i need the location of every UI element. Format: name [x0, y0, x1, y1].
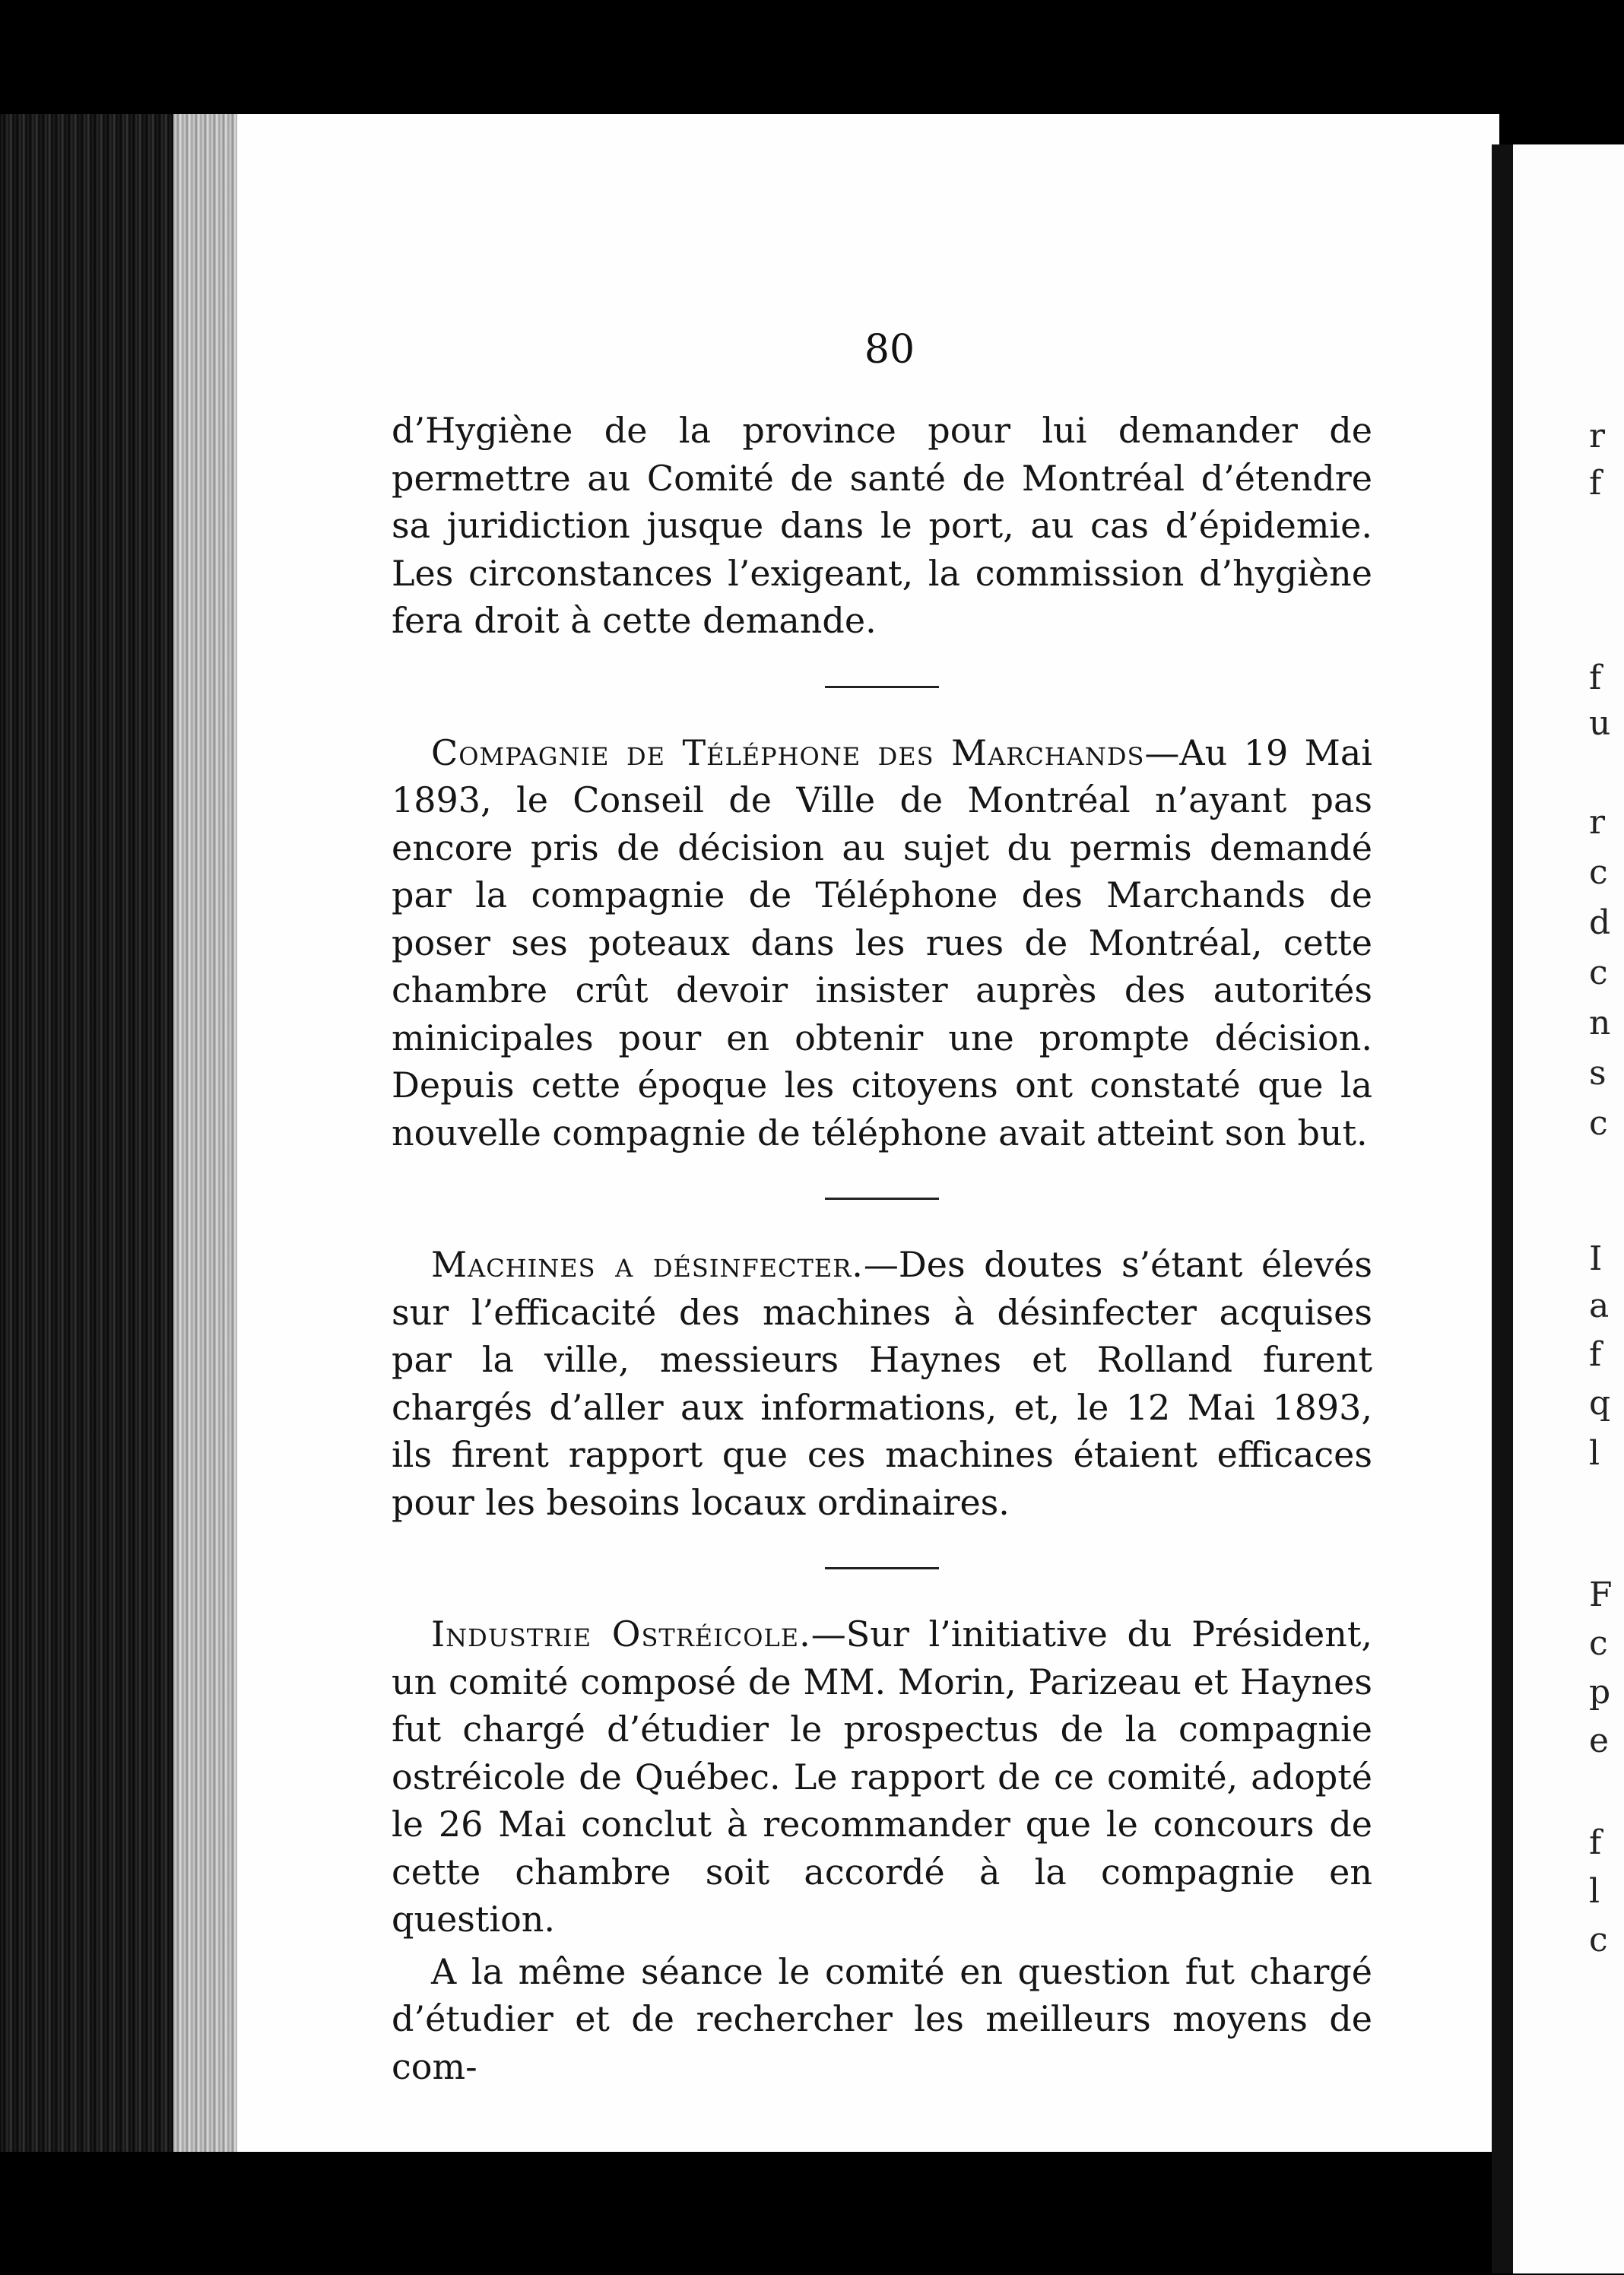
section-text: —Des doutes s’étant élevés sur l’efficacité des machines à désinfecter acquises par la ville, messieurs Haynes et Rolland furent chargés d’aller aux informations, et, le 12 Mai 1893, ils firent rapport que ces machines étaient efficaces pour les besoins locaux ordinaires.: [392, 1244, 1373, 1523]
section-divider: [825, 686, 939, 688]
facing-letter: F: [1589, 1575, 1613, 1614]
section-heading: Compagnie de Téléphone des Marchands: [431, 731, 1145, 773]
facing-letter: f: [1589, 1335, 1602, 1374]
paragraph-ostreicole: [392, 1610, 1372, 1943]
facing-letter: f: [1589, 658, 1602, 697]
section-divider: [825, 1198, 939, 1200]
paragraph-hygiene: d’Hygiène de la province pour lui demander de permettre au Comité de santé de Montréal d’étendre sa juridiction jusque dans le port, au cas d’épidemie. Les circonstances l’exigeant, la commission d’hygiène fera droit à cette demande.: [392, 410, 1372, 641]
facing-letter: c: [1589, 1104, 1608, 1143]
facing-letter: f: [1589, 1823, 1602, 1862]
paragraph-machines: [392, 1241, 1372, 1526]
facing-letter: r: [1589, 803, 1606, 842]
section-text: —Sur l’initiative du Président, un comité composé de MM. Morin, Parizeau et Haynes fut chargé d’étudier le prospectus de la compagnie ostréicole de Québec. Le rapport de ce comité, adopté le 26 Mai conclut à recommander que le concours de cette chambre soit accordé à la compagnie en question.: [392, 1613, 1372, 1940]
facing-letter: r: [1589, 417, 1606, 455]
facing-letter: n: [1589, 1004, 1611, 1042]
facing-letter: l: [1589, 1872, 1600, 1911]
facing-letter: l: [1589, 1434, 1600, 1473]
section-heading: Machines a désinfecter.: [431, 1244, 864, 1285]
section-heading: Industrie Ostréicole.: [431, 1613, 811, 1655]
facing-letter: a: [1589, 1287, 1610, 1325]
facing-letter: u: [1589, 704, 1611, 743]
facing-letter: c: [1589, 953, 1608, 992]
facing-letter: f: [1589, 464, 1602, 503]
paragraph-seance: A la même séance le comité en question fut chargé d’étudier et de rechercher les meilleurs moyens de com-: [392, 1950, 1372, 2087]
facing-letter: d: [1589, 903, 1611, 942]
book-page-edges-light: [173, 114, 242, 2152]
facing-letter: q: [1589, 1384, 1611, 1423]
facing-letter: s: [1589, 1054, 1607, 1093]
facing-letter: e: [1589, 1721, 1610, 1760]
facing-letter: c: [1589, 853, 1608, 892]
paragraph-telephone: [392, 729, 1372, 1157]
facing-letter: I: [1589, 1239, 1603, 1278]
facing-letter: c: [1589, 1921, 1608, 1959]
section-text: —Au 19 Mai 1893, le Conseil de Ville de Montréal n’ayant pas encore pris de décision au sujet du permis demandé par la compagnie de Téléphone des Marchands de poser ses poteaux dans les rues de Montréal, cette chambre crût devoir insister auprès des autorités minicipales pour en obtenir une prompte décision. Depuis cette époque les citoyens ont constaté que la nouvelle compagnie de téléphone avait atteint son but.: [392, 731, 1372, 1153]
facing-letter: c: [1589, 1624, 1608, 1663]
section-divider: [825, 1567, 939, 1569]
facing-letter: p: [1589, 1673, 1611, 1712]
page-number: 80: [864, 327, 915, 373]
page-body: [392, 407, 1372, 2090]
